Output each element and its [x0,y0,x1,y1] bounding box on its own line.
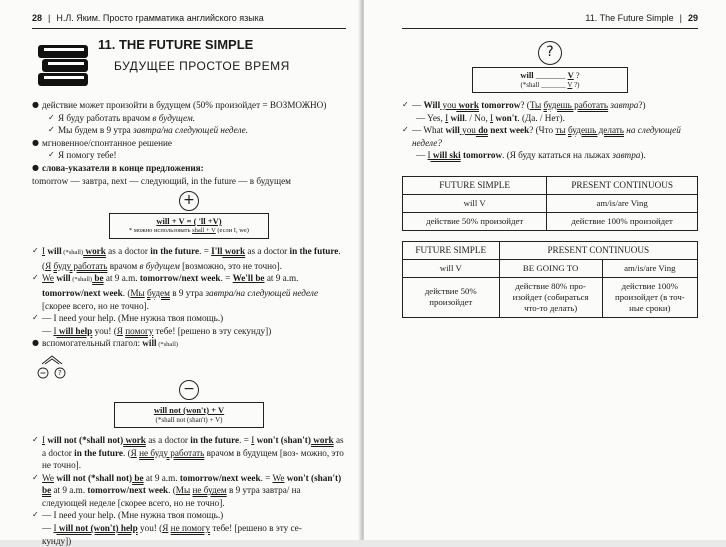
bullet-icon: ● [32,100,39,109]
plus-icon: + [179,191,199,211]
negative-example-1: ✓ I will not (*shall not) work as a doctor in the future. = I won't (shan't) work as a doctor in the future. (Я не буду работать врачом в будущем [воз- можно, это не точно]. [32,434,344,471]
check-icon: ✓ [48,125,55,135]
chapter-subtitle: БУДУЩЕЕ ПРОСТОЕ ВРЕМЯ [114,59,290,73]
check-icon: ✓ [32,510,39,520]
example-1: ✓ I will (*shall) work as a doctor in the future. = I'll work as a doctor in the future. (Я буду работать врачом в будущем [возможно, это не точно]. [32,246,341,271]
table-header-row: FUTURE SIMPLE PRESENT CONTINUOUS [403,176,698,194]
positive-formula: will + V = ( 'll +V) [156,216,222,227]
bullet-spontaneous: ● мгновенное/спонтанное решение [32,137,172,148]
small-question-icon: ? [58,368,62,377]
table-subheader-row: will V BE GOING TO am/is/are Ving [403,259,698,277]
example-3-reply: — I will help you! (Я помогу тебе! [решено в эту секунду]) [42,325,272,336]
house-icon [36,352,76,380]
example-3: ✓ — I need your help. (Мне нужна твоя помощь.) [32,313,224,324]
question-icon: ? [538,41,562,65]
check-item: ✓ Я буду работать врачом в будущем. [48,112,196,123]
check-icon: ✓ [48,112,55,122]
right-page [364,0,726,540]
bullet-keywords: ● слова-указатели в конце предложения: [32,162,204,173]
positive-formula-box: will + V = ( 'll +V) * можно использовать shall + V (если I, we) [109,213,269,239]
check-icon: ✓ [32,472,39,482]
right-page-number: 29 [687,13,698,23]
negative-example-3: ✓ — I need your help. (Мне нужна твоя помощь.) [32,510,224,521]
left-page-number: 28 [32,13,43,23]
left-body: ● действие может произойти в будущем (50% произойдет = ВОЗМОЖНО) ✓ Я буду работать врачом в будущем. ✓ Мы будем в 9 утра завтра/на следующей неделе. ● мгновенное/спонтанное решение ✓ Я помогу тебе! ● слова-указатели в конце предложения: tomorrow — завтра, next — следующий, in the future — в будущем + will + V = ( 'll +V) * можно использовать shall + V (если I, we) ✓ I will (*shall) work as a doctor in the future. = I'll work as a doctor in the future. (Я буду работать врачом в будущем [возможно, это не точно]. ✓ We will (*shall) be at 9 a.m. tomorrow/next week. = We'll be at 9 a.m. tomorrow/next week. (Мы будем в 9 утра завтра/на следующей неделе [скорее всего, но не точно]. ✓ — I need your help. (Мне нужна твоя помощь.) — I will help you! (Я помогу тебе! [решено в эту секунду]) ● вспомогательный глагол: will (*shall) ? − will not (won't) + V (*shall not (shan't) + V) ✓ I will not (*shall not) work as a doctor in the future. = I won't (shan't) work as a doctor in the future. (Я не буду работать врачом в будущем [воз- можно, это не точно]. ✓ We will not (*shall not) be at 9 a.m. tomorrow/next week. = We won't (shan't) be at 9 a.m. tomorrow/next week. (Мы не будем в 9 утра завтра/ на следующей неделе [скорее всего, но не точно]. ✓ — I need your help. (Мне нужна твоя помощь.) — I will not (won't) help you! (Я не помогу тебе! [решено в эту се- кунду]) [32,99,346,547]
right-running-head: 11. The Future Simple | 29 [402,8,698,29]
negative-example-2: ✓ We will not (*shall not) be at 9 a.m. tomorrow/next week. = We won't (shan't) be at 9 a.m. tomorrow/next week. (Мы не будем в 9 утра завтра/ на следующей неделе [скорее всего, но не точно]. [32,472,342,508]
table-row: will V am/is/are Ving [403,194,698,212]
table-row: действие 50% произойдет действие 100% произойдет [403,212,698,230]
check-icon: ✓ [48,150,55,160]
bullet-icon: ● [32,162,39,172]
check-icon: ✓ [32,313,39,323]
keywords-line: tomorrow — завтра, next — следующий, in the future — в будущем [32,175,291,186]
table-header-row: FUTURE SIMPLE PRESENT CONTINUOUS [403,241,698,259]
comparison-table-2 [402,241,698,318]
table-row: действие 50% произойдет действие 80% про- изойдет (собираться что-то делать) действие 100% произойдет (в точ- ные сроки) [403,277,698,317]
check-item: ✓ Я помогу тебе! [48,150,117,161]
minus-icon: − [179,380,199,400]
minus-question-icons [32,352,346,380]
running-head-separator: | [48,13,51,23]
negative-example-3-reply: — I will not (won't) help you! (Я не помогу тебе! [решено в эту се- [42,523,302,534]
check-icon: ✓ [32,434,39,444]
check-icon: ✓ [402,125,409,135]
chapter-title: 11. THE FUTURE SIMPLE [98,37,254,52]
check-icon: ✓ [402,100,409,109]
bullet-auxiliary: ● вспомогательный глагол: will (*shall) [32,338,179,349]
chapter-header [32,37,346,99]
bullet-possible: ● действие может произойти в будущем (50% произойдет = ВОЗМОЖНО) [32,100,327,110]
comparison-table-1 [402,176,698,231]
question-formula-box: will _______ V ? (*shall _______ V ?) [472,67,628,93]
left-page [0,0,360,546]
answer-1: — Yes, I will. / No, I won't. (Да. / Нет). [416,112,565,123]
books-icon [34,41,92,89]
chapter-name: 11. The Future Simple [585,13,674,23]
question-example-2: ✓ — What will you do next week? (Что ты будешь делать на следующей неделе? [402,125,681,148]
question-examples [402,99,698,162]
check-icon: ✓ [32,273,39,283]
check-item: ✓ Мы будем в 9 утра завтра/на следующей неделе. [48,125,249,136]
check-icon: ✓ [32,246,39,256]
negative-formula-box: will not (won't) + V (*shall not (shan't) + V) [114,402,264,428]
book-title: Н.Л. Яким. Просто грамматика английского языка [56,13,264,23]
negative-formula: will not (won't) + V [153,404,225,415]
left-running-head [32,8,346,29]
question-example-1: ✓ — Will you work tomorrow? (Ты будешь работать завтра?) [402,100,646,110]
example-2: ✓ We will (*shall) be at 9 a.m. tomorrow/next week. = We'll be at 9 a.m. tomorrow/next week. (Мы будем в 9 утра завтра/на следующей неделе [скорее всего, но не точно]. [32,273,319,311]
answer-2: — I will ski tomorrow. (Я буду кататься на лыжах завтра). [416,150,646,161]
bullet-icon: ● [32,137,39,147]
bullet-icon: ● [32,338,39,348]
